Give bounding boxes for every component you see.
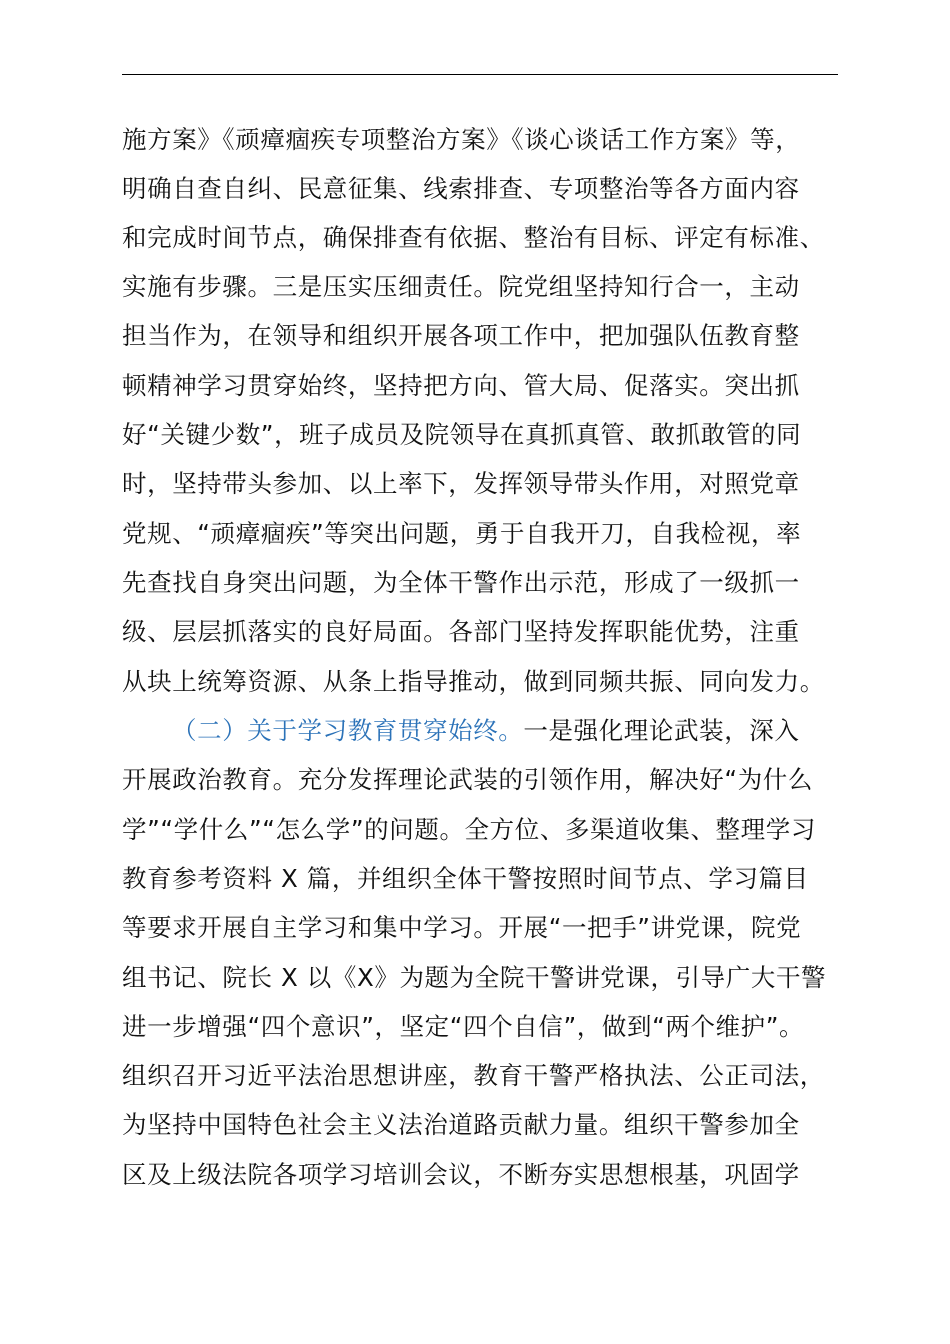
- text-line: 组织召开习近平法治思想讲座，教育干警严格执法、公正司法，: [122, 1061, 825, 1090]
- text-line: 教育参考资料 X 篇，并组织全体干警按照时间节点、学习篇目: [122, 864, 809, 893]
- text-line: 顿精神学习贯穿始终，坚持把方向、管大局、促落实。突出抓: [122, 371, 800, 400]
- text-line: 和完成时间节点，确保排查有依据、整治有目标、评定有标准、: [122, 223, 825, 252]
- text-line: 为坚持中国特色社会主义法治道路贡献力量。组织干警参加全: [122, 1110, 800, 1139]
- text-line: 组书记、院长 X 以《X》为题为全院干警讲党课，引导广大干警: [122, 963, 827, 992]
- text-line: 等要求开展自主学习和集中学习。开展“一把手”讲党课，院党: [122, 913, 802, 942]
- text-line: 先查找自身突出问题，为全体干警作出示范，形成了一级抓一: [122, 568, 800, 597]
- text-line: 进一步增强“四个意识”，坚定“四个自信”，做到“两个维护”。: [122, 1012, 805, 1041]
- section-heading-line: [172, 711, 902, 751]
- text-line: 好“关键少数”，班子成员及院领导在真抓真管、敢抓敢管的同: [122, 420, 802, 449]
- text-line: 明确自查自纠、民意征集、线索排查、专项整治等各方面内容: [122, 174, 800, 203]
- header-rule: [122, 74, 838, 75]
- text-line: 开展政治教育。充分发挥理论武装的引领作用，解决好“为什么: [122, 765, 813, 794]
- text-line: 施方案》《顽瘴痼疾专项整治方案》《谈心谈话工作方案》等，: [122, 125, 801, 154]
- section-heading: （二）关于学习教育贯穿始终。: [172, 716, 524, 745]
- text-line: 时，坚持带头参加、以上率下，发挥领导带头作用，对照党章: [122, 469, 800, 498]
- text-line: 实施有步骤。三是压实压细责任。院党组坚持知行合一，主动: [122, 272, 800, 301]
- text-line: 党规、“顽瘴痼疾”等突出问题，勇于自我开刀，自我检视，率: [122, 519, 802, 548]
- section-heading-rest: 一是强化理论武装，深入: [523, 716, 800, 745]
- text-line: 区及上级法院各项学习培训会议，不断夯实思想根基，巩固学: [122, 1160, 800, 1189]
- text-line: 担当作为，在领导和组织开展各项工作中，把加强队伍教育整: [122, 321, 800, 350]
- text-line: 级、层层抓落实的良好局面。各部门坚持发挥职能优势，注重: [122, 617, 800, 646]
- text-line: 学”“学什么”“怎么学”的问题。全方位、多渠道收集、整理学习: [122, 815, 816, 844]
- text-line: 从块上统筹资源、从条上指导推动，做到同频共振、同向发力。: [122, 667, 825, 696]
